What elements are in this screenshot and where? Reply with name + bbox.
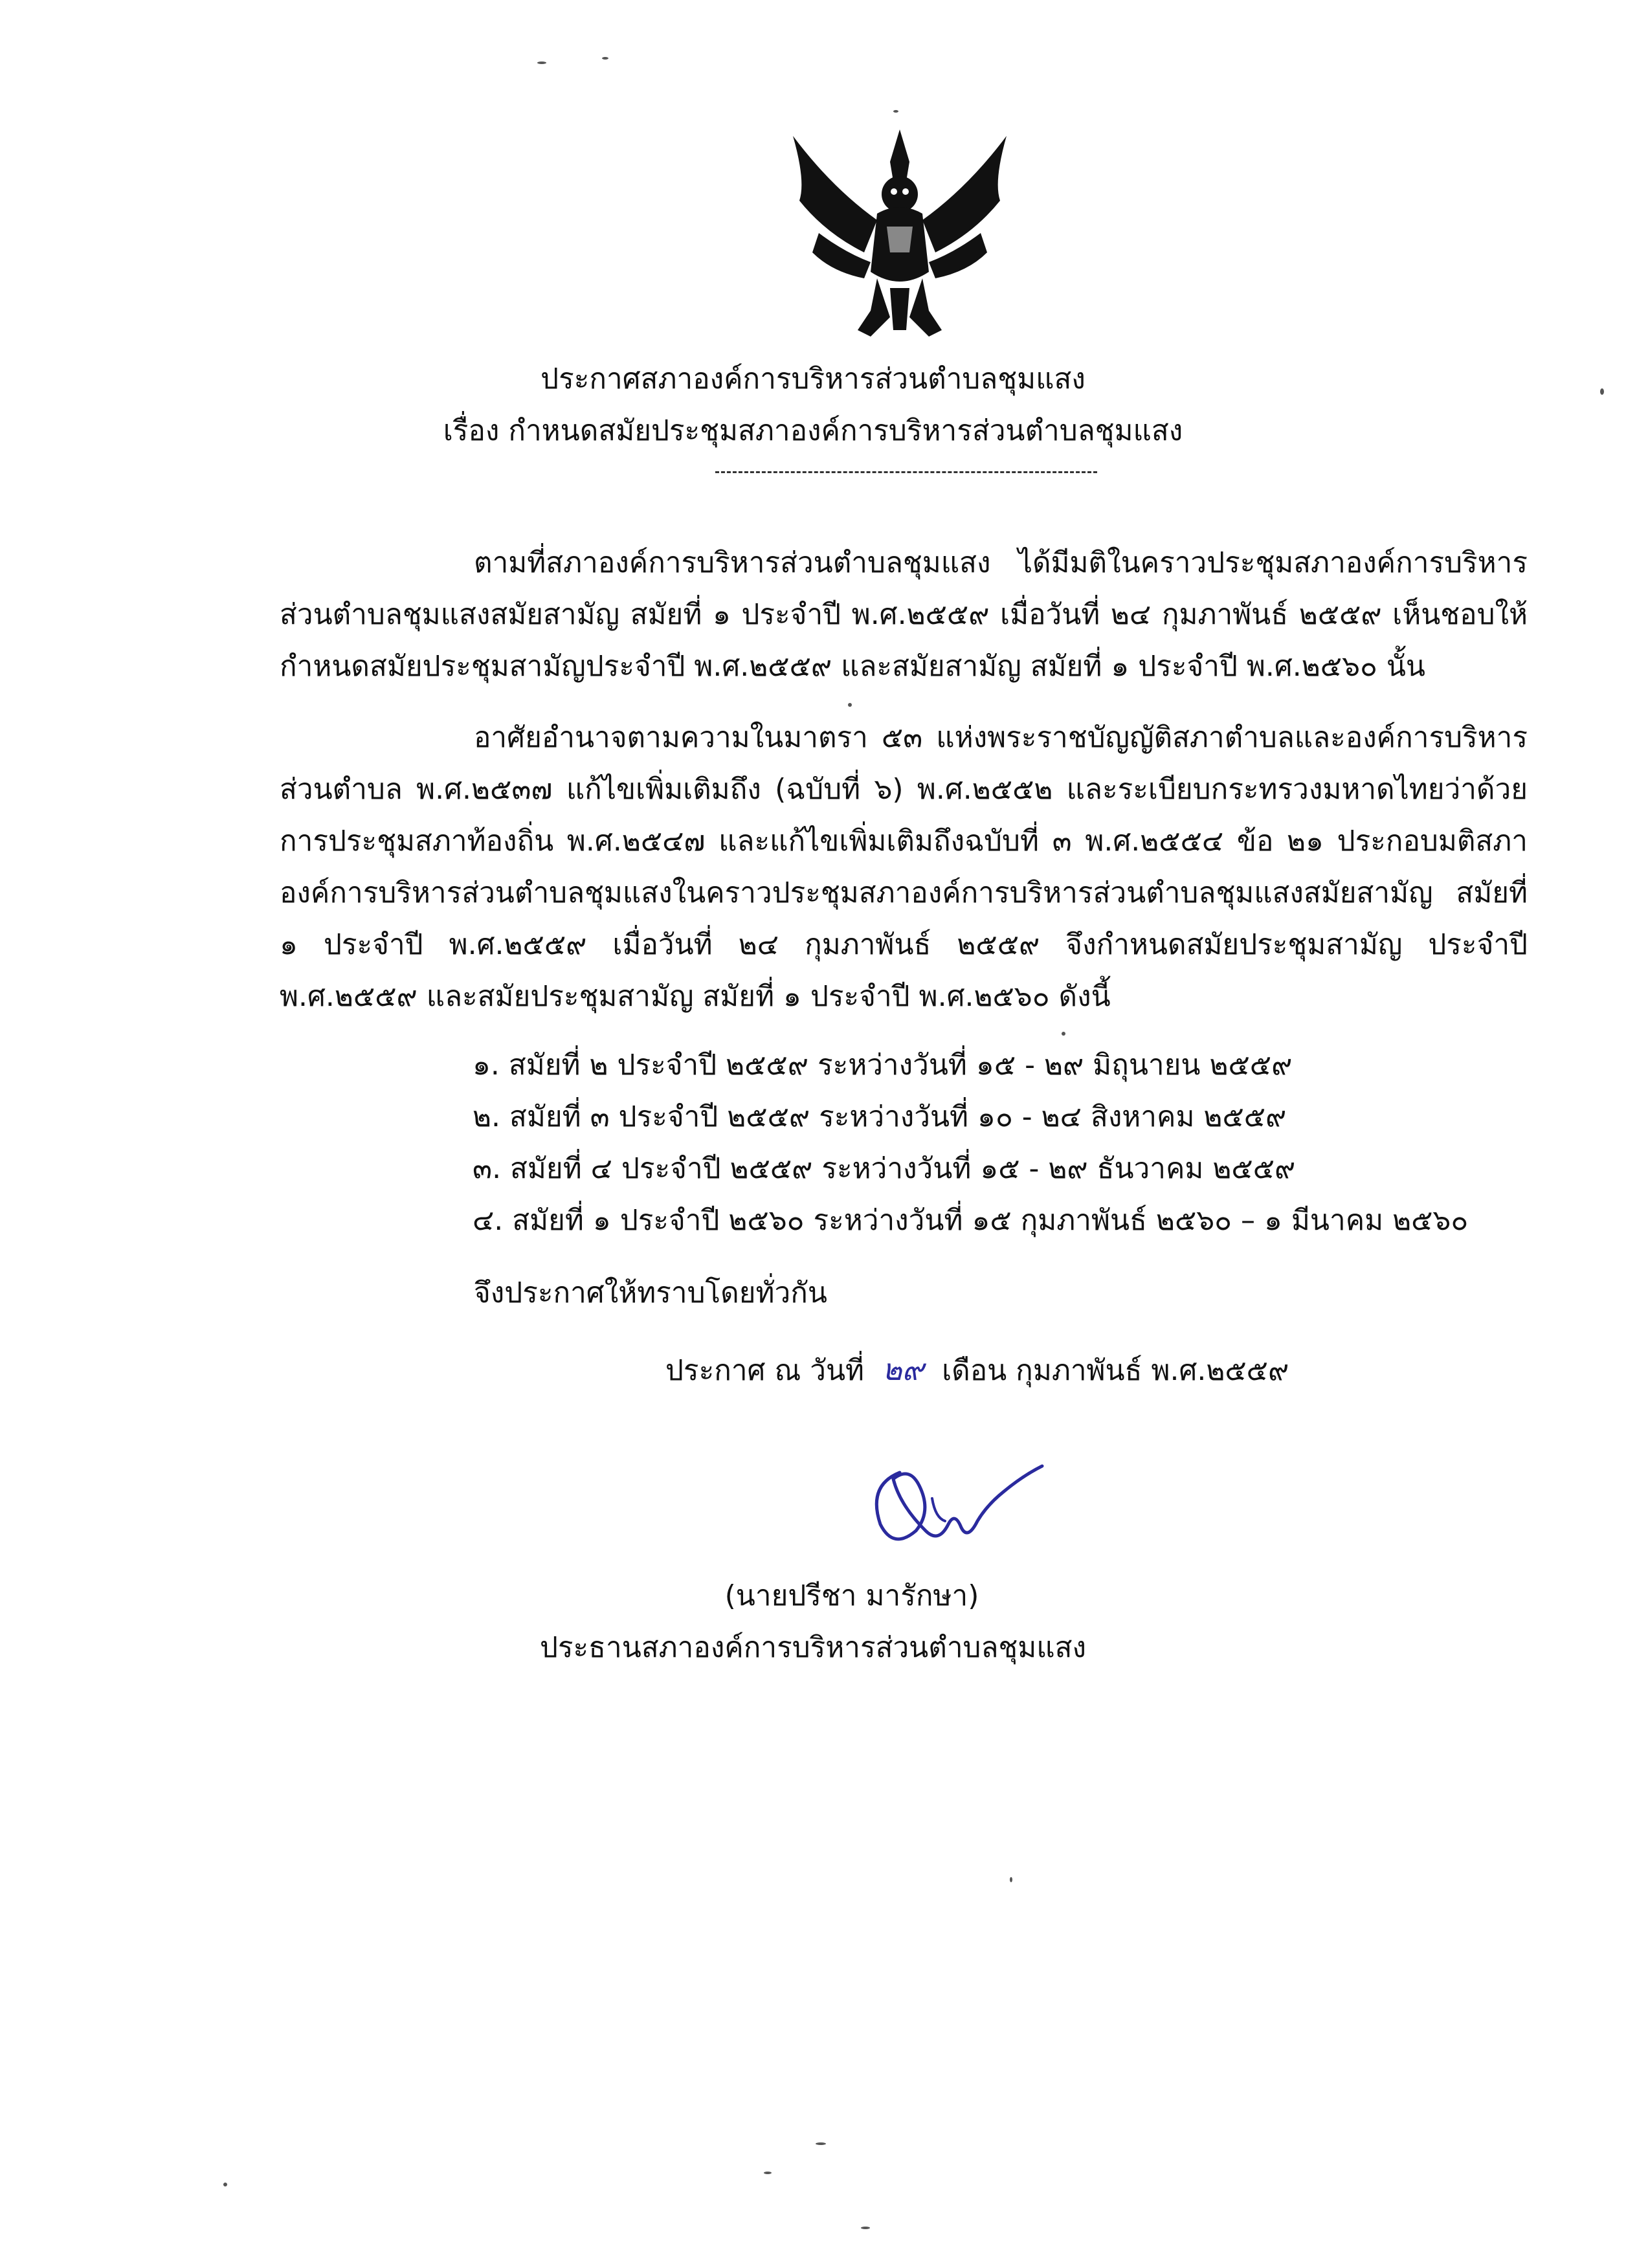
announcement-suffix: เดือน กุมภาพันธ์ พ.ศ.๒๕๕๙ [942,1354,1289,1387]
document-subject: เรื่อง กำหนดสมัยประชุมสภาองค์การบริหารส่วนตำบลชุมแสง [443,414,1183,447]
scan-speck [1600,388,1604,395]
signatory-name: (นายปรีชา มารักษา) [724,1579,979,1612]
signature-icon [854,1447,1049,1557]
paragraph-authority [280,712,1528,1023]
header-divider [715,471,1097,473]
scan-speck [816,2142,826,2145]
schedule-item: ๑. สมัยที่ ๒ ประจำปี ๒๕๕๙ ระหว่างวันที่ ๑๕ - ๒๙ มิถุนายน ๒๕๕๙ [473,1049,1293,1082]
scan-speck [537,61,546,64]
announcement-prefix: ประกาศ ณ วันที่ [665,1354,865,1387]
scan-speck [861,2227,870,2229]
closing-statement: จึงประกาศให้ทราบโดยทั่วกัน [474,1276,827,1309]
scan-speck [602,57,608,60]
handwritten-day: ๒๙ [882,1352,924,1387]
scan-speck [1062,1032,1065,1036]
schedule-item: ๓. สมัยที่ ๔ ประจำปี ๒๕๕๙ ระหว่างวันที่ ๑๕ - ๒๙ ธันวาคม ๒๕๕๙ [473,1152,1296,1185]
scan-speck [893,110,898,113]
signatory-title: ประธานสภาองค์การบริหารส่วนตำบลชุมแสง [539,1631,1086,1664]
scan-speck [848,703,852,707]
paragraph-1-text: ตามที่สภาองค์การบริหารส่วนตำบลชุมแสง ได้มีมติในคราวประชุมสภาองค์การบริหารส่วนตำบลชุมแสงสมัยสามัญ สมัยที่ ๑ ประจำปี พ.ศ.๒๕๕๙ เมื่อวันที่ ๒๔ กุมภาพันธ์ ๒๕๕๙ เห็นชอบให้กำหนดสมัยประชุมสามัญประจำปี พ.ศ.๒๕๕๙ และสมัยสามัญ สมัยที่ ๑ ประจำปี พ.ศ.๒๕๖๐ นั้น [280,546,1528,683]
session-schedule-list [473,1040,1528,1247]
garuda-emblem-icon [780,123,1019,343]
paragraph-2-text: อาศัยอำนาจตามความในมาตรา ๕๓ แห่งพระราชบัญญัติสภาตำบลและองค์การบริหารส่วนตำบล พ.ศ.๒๕๓๗ แก้ไขเพิ่มเติมถึง (ฉบับที่ ๖) พ.ศ.๒๕๕๒ และระเบียบกระทรวงมหาดไทยว่าด้วยการประชุมสภาท้องถิ่น พ.ศ.๒๕๔๗ และแก้ไขเพิ่มเติมถึงฉบับที่ ๓ พ.ศ.๒๕๕๔ ข้อ ๒๑ ประกอบมติสภาองค์การบริหารส่วนตำบลชุมแสงในคราวประชุมสภาองค์การบริหารส่วนตำบลชุมแสงสมัยสามัญ สมัยที่ ๑ ประจำปี พ.ศ.๒๕๕๙ เมื่อวันที่ ๒๔ กุมภาพันธ์ ๒๕๕๙ จึงกำหนดสมัยประชุมสามัญ ประจำปี พ.ศ.๒๕๕๙ และสมัยประชุมสามัญ สมัยที่ ๑ ประจำปี พ.ศ.๒๕๖๐ ดังนี้ [280,721,1528,1013]
schedule-item: ๔. สมัยที่ ๑ ประจำปี ๒๕๖๐ ระหว่างวันที่ ๑๕ กุมภาพันธ์ ๒๕๖๐ – ๑ มีนาคม ๒๕๖๐ [473,1204,1469,1237]
announcement-date-line [665,1346,1289,1394]
paragraph-background [280,537,1528,693]
scan-speck [764,2172,772,2174]
scan-speck [223,2183,227,2186]
scan-speck [1010,1877,1012,1882]
schedule-item: ๒. สมัยที่ ๓ ประจำปี ๒๕๕๙ ระหว่างวันที่ ๑๐ - ๒๔ สิงหาคม ๒๕๕๙ [473,1100,1287,1133]
document-title: ประกาศสภาองค์การบริหารส่วนตำบลชุมแสง [540,362,1086,395]
